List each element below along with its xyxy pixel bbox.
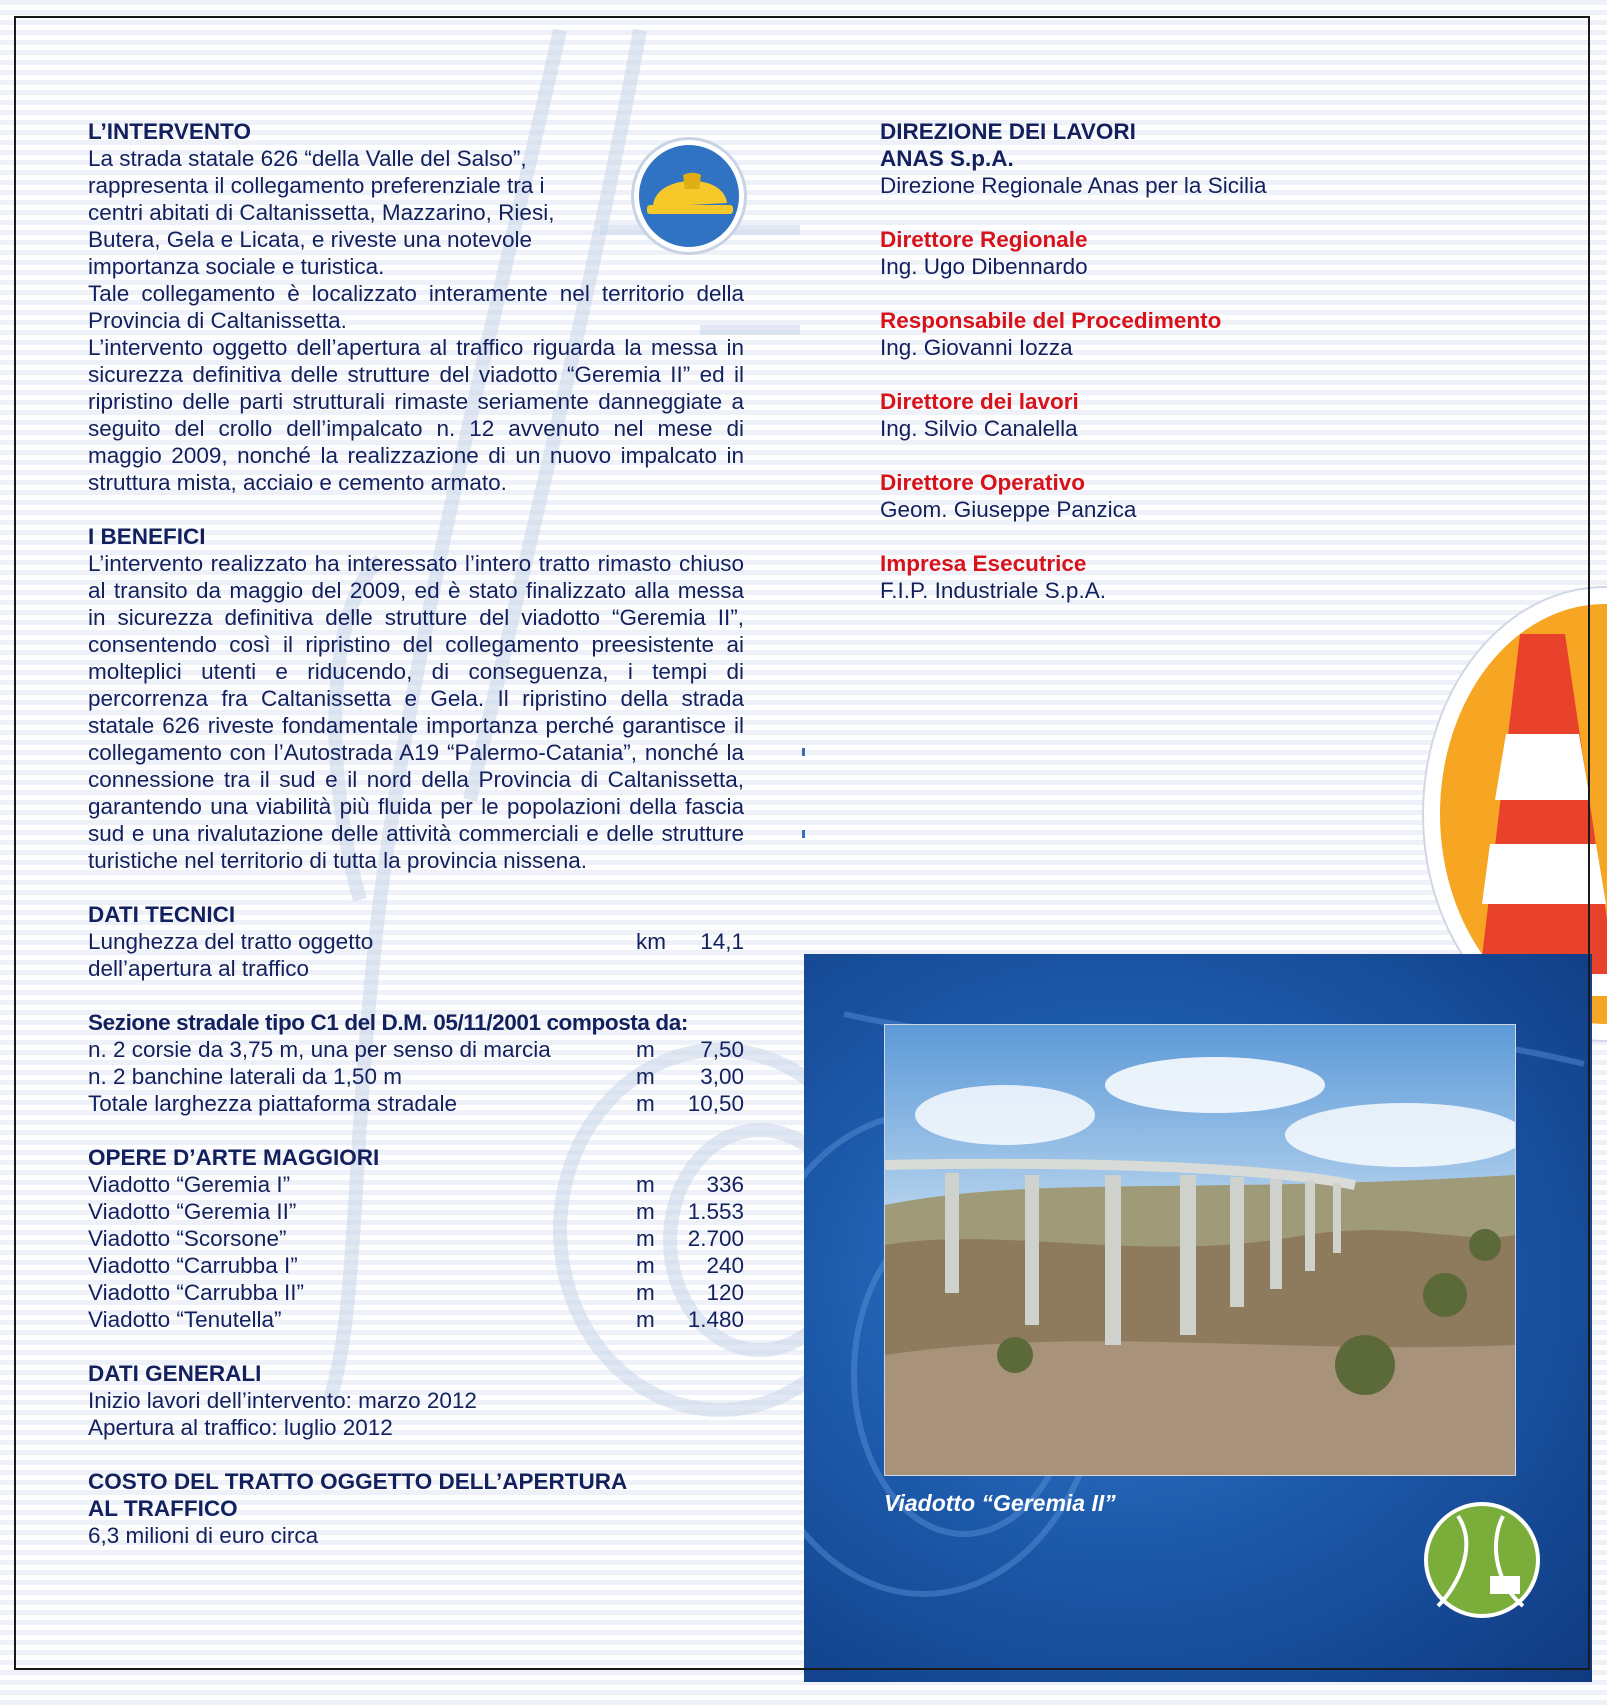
benefici-heading: I BENEFICI: [88, 524, 206, 549]
lunghezza-value: 14,1: [700, 929, 744, 954]
road-icon: [1424, 1502, 1540, 1618]
costo-value: 6,3 milioni di euro circa: [88, 1523, 319, 1548]
opere-value: 120: [706, 1280, 744, 1305]
anas-heading: ANAS S.p.A.: [880, 146, 1014, 171]
intervento-line: Butera, Gela e Licata, e riveste una notevole: [88, 227, 533, 252]
opere-value: 336: [706, 1172, 744, 1197]
opere-unit: m: [636, 1172, 655, 1197]
role-name: Ing. Silvio Canalella: [880, 416, 1078, 441]
role-name: F.I.P. Industriale S.p.A.: [880, 578, 1106, 603]
role-title: Responsabile del Procedimento: [880, 308, 1222, 333]
opere-unit: m: [636, 1253, 655, 1278]
sezione-label: n. 2 banchine laterali da 1,50 m: [88, 1064, 402, 1089]
opere-unit: m: [636, 1226, 655, 1251]
opere-unit: m: [636, 1199, 655, 1224]
right-column: [880, 118, 1440, 604]
costo-heading: COSTO DEL TRATTO OGGETTO DELL’APERTURA: [88, 1469, 628, 1494]
intervento-line: centri abitati di Caltanissetta, Mazzarino, Riesi,: [88, 200, 555, 225]
opere-label: Viadotto “Geremia I”: [88, 1172, 291, 1197]
fold-mark: [802, 830, 805, 838]
lunghezza-label: Lunghezza del tratto oggetto: [88, 929, 374, 954]
intervento-line: importanza sociale e turistica.: [88, 254, 385, 279]
sezione-row: [88, 1063, 744, 1090]
opere-row: [88, 1306, 744, 1333]
opere-row: [88, 1225, 744, 1252]
sezione-label: Totale larghezza piattaforma stradale: [88, 1091, 457, 1116]
opere-row: [88, 1279, 744, 1306]
opere-label: Viadotto “Carrubba II”: [88, 1280, 304, 1305]
opere-value: 1.553: [687, 1199, 744, 1224]
opere-value: 240: [706, 1253, 744, 1278]
sezione-row: [88, 1090, 744, 1117]
bridge-photo: [884, 1024, 1516, 1476]
direzione-heading: DIREZIONE DEI LAVORI: [880, 119, 1136, 144]
role-title: Direttore dei lavori: [880, 389, 1079, 414]
sezione-unit: m: [636, 1091, 655, 1116]
opere-row: [88, 1171, 744, 1198]
role-title: Direttore Regionale: [880, 227, 1088, 252]
role-name: Geom. Giuseppe Panzica: [880, 497, 1137, 522]
costo-heading-2: AL TRAFFICO: [88, 1496, 238, 1521]
inizio-lavori: Inizio lavori dell’intervento: marzo 2012: [88, 1388, 477, 1413]
lunghezza-row: [88, 928, 744, 982]
intervento-heading: L’INTERVENTO: [88, 119, 251, 144]
opere-label: Viadotto “Carrubba I”: [88, 1253, 298, 1278]
opere-value: 1.480: [687, 1307, 744, 1332]
direzione-sub: Direzione Regionale Anas per la Sicilia: [880, 173, 1267, 198]
opere-row: [88, 1198, 744, 1225]
sezione-value: 3,00: [700, 1064, 744, 1089]
sezione-heading: Sezione stradale tipo C1 del D.M. 05/11/2001 composta da:: [88, 1010, 688, 1035]
role-name: Ing. Giovanni Iozza: [880, 335, 1073, 360]
role-name: Ing. Ugo Dibennardo: [880, 254, 1088, 279]
dati-tecnici-heading: DATI TECNICI: [88, 902, 236, 927]
intervento-line: La strada statale 626 “della Valle del Salso”,: [88, 146, 527, 171]
role-title: Impresa Esecutrice: [880, 551, 1087, 576]
sezione-unit: m: [636, 1064, 655, 1089]
benefici-text: L’intervento realizzato ha interessato l’intero tratto rimasto chiuso al transito da maggio del 2009, ed è stato finalizzato alla messa in sicurezza definitiva delle strutture del viadotto “Geremia II”, consentendo così il ripristino del collegamento preesistente ai molteplici utenti e riducendo, di conseguenza, i tempi di percorrenza fra Caltanissetta e Gela. Il ripristino della strada statale 626 riveste fondamentale importanza perché garantisce il collegamento con l’Autostrada A19 “Palermo-Catania”, nonché la connessione tra il sud e il nord della Provincia di Caltanissetta, garantendo una viabilità più fluida per le popolazioni della fascia sud e una rivalutazione delle attività commerciali e delle strutture turistiche nel territorio di tutta la provincia nissena.: [88, 551, 744, 873]
opere-heading: OPERE D’ARTE MAGGIORI: [88, 1145, 380, 1170]
photo-caption: Viadotto “Geremia II”: [884, 1490, 1116, 1516]
opere-unit: m: [636, 1307, 655, 1332]
sezione-row: [88, 1036, 744, 1063]
opere-value: 2.700: [687, 1226, 744, 1251]
opere-unit: m: [636, 1280, 655, 1305]
fold-mark: [802, 748, 805, 756]
sezione-unit: m: [636, 1037, 655, 1062]
sezione-value: 10,50: [687, 1091, 744, 1116]
sezione-value: 7,50: [700, 1037, 744, 1062]
intervento-line: rappresenta il collegamento preferenziale tra i: [88, 173, 545, 198]
apertura-traffico: Apertura al traffico: luglio 2012: [88, 1415, 393, 1440]
opere-label: Viadotto “Tenutella”: [88, 1307, 282, 1332]
dati-generali-heading: DATI GENERALI: [88, 1361, 262, 1386]
lunghezza-label-2: dell’apertura al traffico: [88, 956, 309, 981]
opere-row: [88, 1252, 744, 1279]
sezione-label: n. 2 corsie da 3,75 m, una per senso di marcia: [88, 1037, 551, 1062]
intervento-para2: Tale collegamento è localizzato interamente nel territorio della Provincia di Caltanissetta.: [88, 281, 744, 333]
role-title: Direttore Operativo: [880, 470, 1086, 495]
opere-label: Viadotto “Scorsone”: [88, 1226, 287, 1251]
intervento-para3: L’intervento oggetto dell’apertura al traffico riguarda la messa in sicurezza definitiva delle strutture del viadotto “Geremia II” ed il ripristino delle parti strutturali rimaste seriamente danneggiate a seguito del crollo dell’impalcato n. 12 avvenuto nel mese di maggio 2009, nonché la realizzazione di un nuovo impalcato in struttura mista, acciaio e cemento armato.: [88, 335, 744, 495]
opere-label: Viadotto “Geremia II”: [88, 1199, 297, 1224]
lunghezza-unit: km: [636, 929, 666, 954]
left-column: [88, 118, 744, 1549]
helmet-icon: [634, 140, 744, 252]
